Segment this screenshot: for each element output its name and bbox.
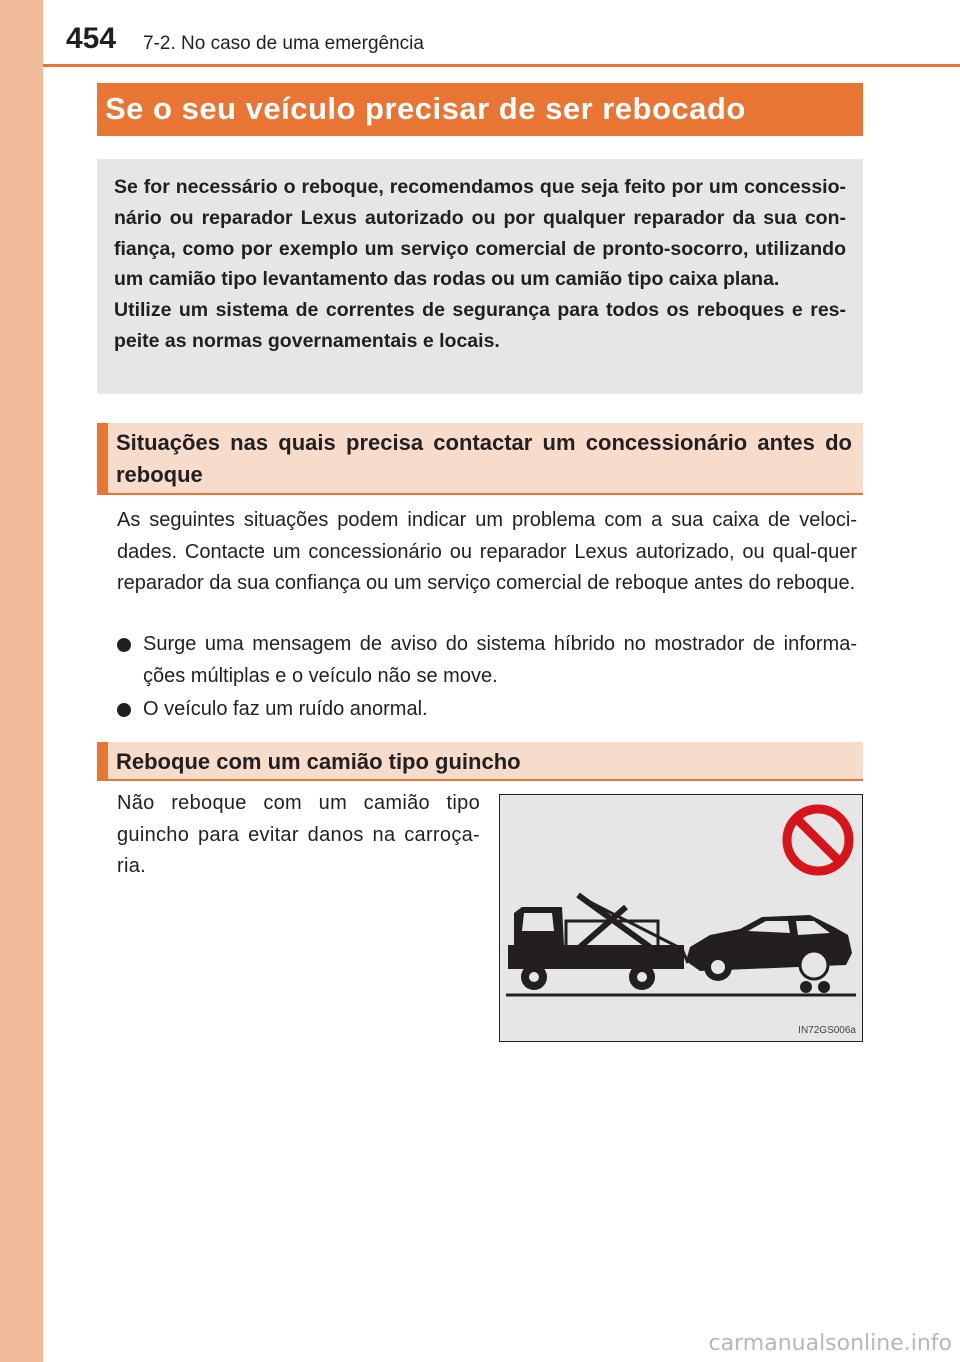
tow-truck-illustration bbox=[499, 794, 863, 1042]
intro-box bbox=[97, 159, 863, 394]
intro-paragraph-1: Se for necessário o reboque, recomendamos que seja feito por um concessio-nário ou reparador Lexus autorizado ou por qualquer reparador da sua con-fiança, como por exemplo um serviço comercial de pronto-socorro, utilizando um camião tipo levantamento das rodas ou um camião tipo caixa plana. bbox=[114, 176, 846, 291]
page-number: 454 bbox=[66, 22, 117, 55]
towed-car-icon bbox=[686, 915, 852, 993]
section-body-tow-truck: Não reboque com um camião tipo guincho para evitar danos na carroça-ria. bbox=[117, 792, 480, 877]
tow-truck-icon bbox=[508, 895, 688, 990]
section-heading-dealer-contact: Situações nas quais precisa contactar um concessionário antes do reboque bbox=[97, 423, 863, 495]
list-item bbox=[117, 629, 857, 692]
watermark: carmanualsonline.info bbox=[708, 1331, 952, 1356]
side-tab-strip bbox=[0, 0, 43, 1362]
section-path: 7-2. No caso de uma emergência bbox=[143, 33, 424, 54]
figure-code: IN72GS006a bbox=[798, 1025, 856, 1036]
section-heading-tow-truck: Reboque com um camião tipo guincho bbox=[97, 742, 863, 781]
section-body-dealer-contact: As seguintes situações podem indicar um problema com a sua caixa de veloci-dades. Contacte um concessionário ou reparador Lexus autorizado, ou qual-quer reparador da sua confiança ou um serviço comercial de reboque antes do reboque. bbox=[117, 509, 857, 594]
bullet-icon bbox=[117, 638, 131, 652]
bullet-icon bbox=[117, 703, 131, 717]
prohibition-icon bbox=[787, 809, 849, 871]
list-item-text: O veículo faz um ruído anormal. bbox=[143, 698, 428, 720]
list-item-text: Surge uma mensagem de aviso do sistema híbrido no mostrador de informa-ções múltiplas e o veículo não se move. bbox=[143, 633, 857, 687]
list-item bbox=[117, 694, 857, 726]
tow-truck-drawing bbox=[500, 795, 862, 1041]
header-divider bbox=[43, 64, 960, 67]
intro-paragraph-2: Utilize um sistema de correntes de segurança para todos os reboques e res-peite as normas governamentais e locais. bbox=[114, 299, 846, 352]
page-title: Se o seu veículo precisar de ser rebocado bbox=[97, 83, 863, 136]
